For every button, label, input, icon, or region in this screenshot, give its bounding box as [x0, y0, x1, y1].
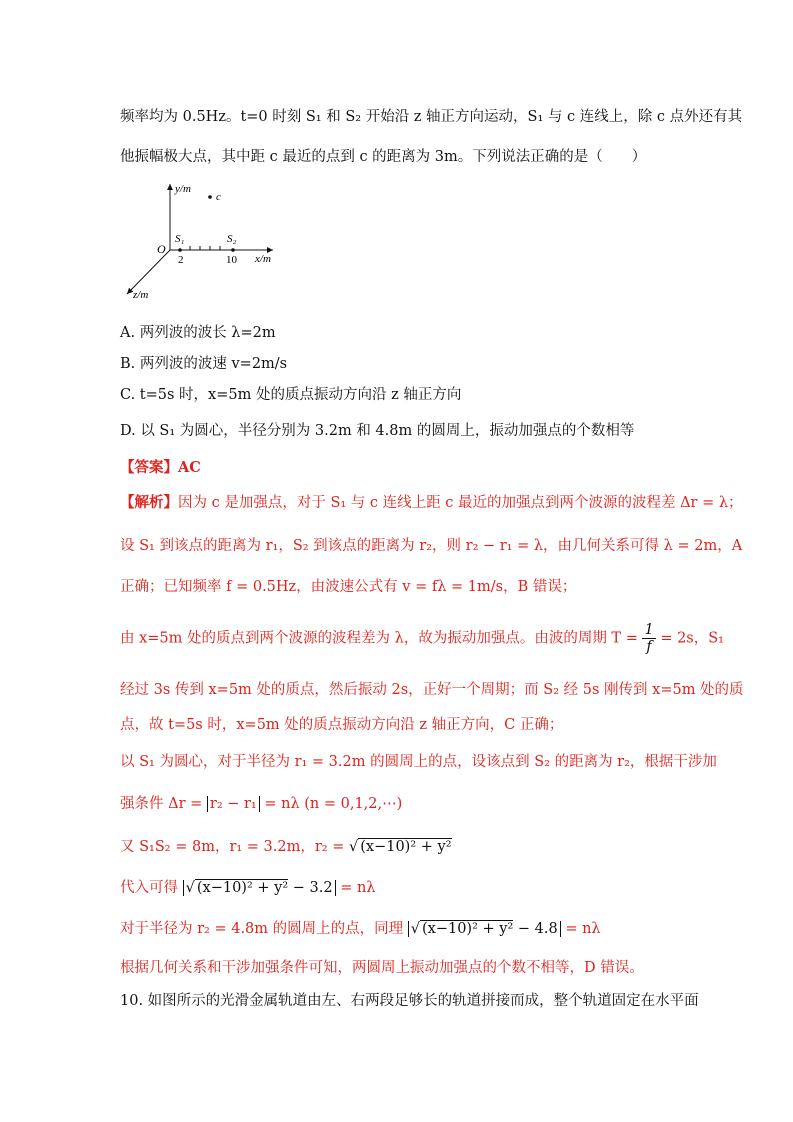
option-d: D. 以 S₁ 为圆心，半径分别为 3.2m 和 4.8m 的圆周上，振动加强点的个数相等 — [120, 423, 635, 439]
question-line-2: 他振幅极大点，其中距 c 最近的点到 c 的距离为 3m。下列说法正确的是（ ） — [120, 149, 647, 165]
analysis-line-4 — [120, 622, 724, 655]
s2-x-value: 10 — [226, 254, 237, 266]
origin-label: O — [157, 242, 166, 256]
analysis-text-1: 因为 c 是加强点，对于 S₁ 与 c 连线上距 c 最近的加强点到两个波源的波程差 Δr = λ； — [178, 495, 743, 511]
analysis-line-7: 以 S₁ 为圆心，对于半径为 r₁ = 3.2m 的圆周上的点，设该点到 S₂ 的距离为 r₂，根据干涉加 — [120, 754, 717, 770]
answer-line — [120, 457, 201, 479]
analysis-text-10b: = nλ — [340, 880, 376, 896]
analysis-label: 【解析】 — [120, 494, 178, 511]
fraction-denominator: f — [646, 639, 652, 655]
sqrt-expression-3: (x−10)² + y² — [422, 921, 514, 937]
analysis-line-5: 经过 3s 传到 x=5m 处的质点，然后振动 2s，正好一个周期；而 S₂ 经 5s 刚传到 x=5m 处的质 — [120, 682, 744, 698]
s2-point — [231, 248, 235, 252]
analysis-line-9: 又 S₁S₂ = 8m，r₁ = 3.2m，r₂ = √ (x−10)² + y² — [120, 839, 452, 855]
fraction-numerator: 1 — [644, 622, 654, 638]
question-line-1: 频率均为 0.5Hz。t=0 时刻 S₁ 和 S₂ 开始沿 z 轴正方向运动，S₁ 与 c 连线上，除 c 点外还有其 — [120, 109, 743, 125]
analysis-text-8a: 强条件 Δr = — [120, 796, 203, 812]
answer-label: 【答案】 — [120, 459, 178, 476]
answer-value: AC — [178, 459, 201, 476]
analysis-text-8b: = nλ (n = 0,1,2,⋯) — [264, 796, 403, 812]
analysis-line-8 — [120, 793, 402, 815]
analysis-line-1 — [120, 492, 743, 514]
sqrt-expression-2: (x−10)² + y² — [196, 880, 289, 896]
analysis-line-12: 根据几何关系和干涉加强条件可知，两圆周上振动加强点的个数不相等，D 错误。 — [120, 960, 644, 976]
c-point — [208, 195, 212, 199]
z-axis — [127, 250, 170, 294]
s2-label: S₂ — [227, 233, 237, 245]
next-question-line-1: 10. 如图所示的光滑金属轨道由左、右两段足够长的轨道拼接而成，整个轨道固定在水平面 — [120, 993, 699, 1009]
period-fraction — [642, 622, 655, 655]
analysis-text-4a: 由 x=5m 处的质点到两个波源的波程差为 λ，故为振动加强点。由波的周期 T = — [120, 630, 638, 647]
analysis-line-11 — [120, 918, 601, 940]
x-axis-label: x/m — [255, 253, 271, 265]
option-b: B. 两列波的波速 v=2m/s — [120, 356, 288, 372]
abs-rest-2: − 4.8 — [517, 921, 558, 937]
analysis-line-3: 正确；已知频率 f = 0.5Hz，由波速公式有 v = fλ = 1m/s，B 错误； — [120, 579, 577, 595]
coordinate-figure — [115, 178, 315, 313]
s1-label: S₁ — [175, 233, 185, 245]
abs-sqrt-expression-1: √ (x−10)² + y² − 3.2 — [183, 880, 336, 896]
analysis-text-11b: = nλ — [565, 921, 601, 937]
analysis-text-4b: = 2s，S₁ — [660, 630, 724, 647]
sqrt-expression-1: (x−10)² + y² — [360, 839, 452, 855]
z-axis-label: z/m — [133, 289, 149, 301]
s1-x-value: 2 — [178, 254, 184, 266]
y-axis-label: y/m — [175, 183, 191, 195]
analysis-line-6: 点，故 t=5s 时，x=5m 处的质点振动方向沿 z 轴正方向，C 正确； — [120, 717, 564, 733]
abs-expression: r₂ − r₁ — [207, 796, 260, 812]
analysis-text-11a: 对于半径为 r₂ = 4.8m 的圆周上的点，同理 — [120, 921, 404, 937]
c-label: c — [216, 191, 221, 203]
s1-point — [178, 248, 182, 252]
analysis-text-10a: 代入可得 — [120, 880, 178, 896]
analysis-line-2: 设 S₁ 到该点的距离为 r₁，S₂ 到该点的距离为 r₂，则 r₂ − r₁ = λ，由几何关系可得 λ = 2m，A — [120, 538, 743, 554]
analysis-text-9a: 又 S₁S₂ = 8m，r₁ = 3.2m，r₂ = — [120, 839, 345, 855]
option-a: A. 两列波的波长 λ=2m — [120, 325, 276, 341]
abs-rest-1: − 3.2 — [292, 880, 333, 896]
analysis-line-10 — [120, 877, 375, 899]
option-c: C. t=5s 时，x=5m 处的质点振动方向沿 z 轴正方向 — [120, 387, 462, 403]
abs-sqrt-expression-2: √ (x−10)² + y² − 4.8 — [408, 921, 561, 937]
